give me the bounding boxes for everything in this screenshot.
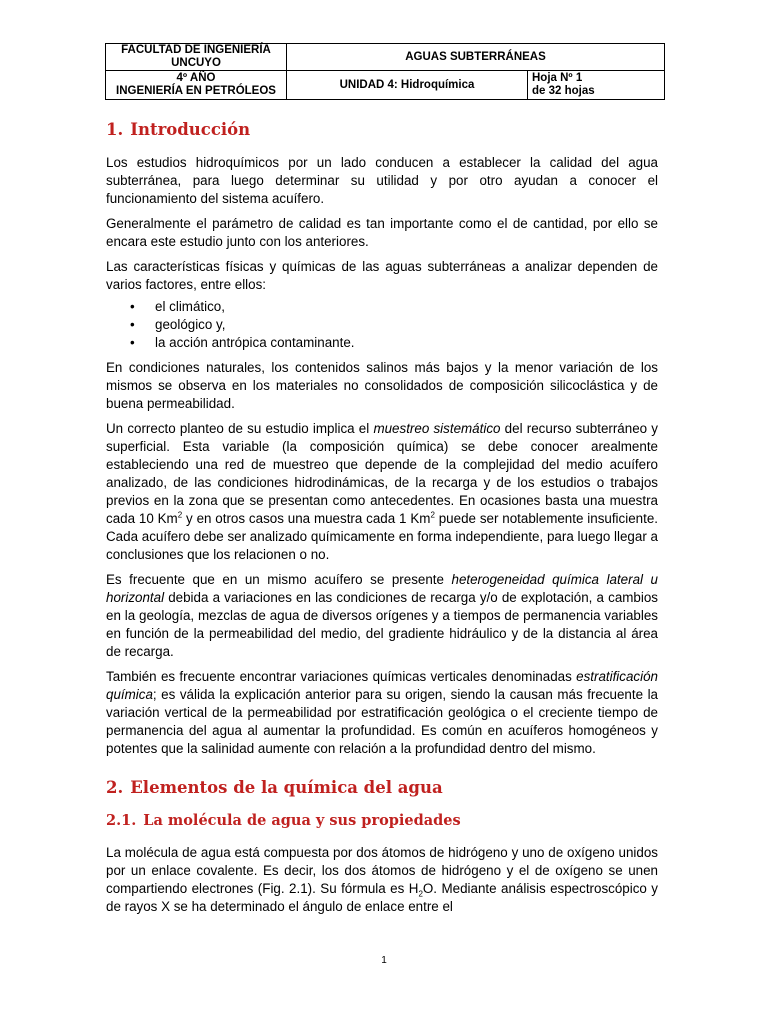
bullet-glyph: •	[130, 299, 135, 314]
section-heading-elementos	[106, 776, 658, 800]
text-run: Es frecuente que en un mismo acuífero se presente	[106, 572, 452, 587]
subsection-number: 2.1.	[106, 812, 137, 829]
paragraph: Las características físicas y químicas de las aguas subterráneas a analizar dependen de varios factores, entre ellos:	[106, 259, 658, 292]
factor-list	[106, 298, 658, 352]
text-run: La molécula de agua está compuesta por dos átomos de hidrógeno y uno de oxígeno unidos por un enlace covalente. Es decir, los dos átomos de hidrógeno y el de oxígeno se unen compartiendo electrones (Fig. 2.1). Su fórmula es H	[106, 845, 658, 896]
list-item-text: el climático,	[155, 299, 225, 314]
section-number: 1.	[106, 120, 124, 139]
unit-cell: UNIDAD 4: Hidroquímica	[287, 71, 528, 100]
list-item-text: geológico y,	[155, 317, 226, 332]
text-run: debida a variaciones en las condiciones de recarga y/o de explotación, a cambios en la geología, mezclas de agua de diversos orígenes y a tiempos de permanencia variables en función de la permeabilidad del medio, del gradiente hidráulico y de la distancia al área de recarga.	[106, 590, 658, 659]
list-item	[106, 334, 658, 352]
text-run: ; es válida la explicación anterior para su origen, siendo la causan más frecuente la variación vertical de la permeabilidad por estratificación geológica o el creciente tiempo de permanencia del agua al aumentar la profundidad. Es común en acuíferos homogéneos y potentes que la salinidad aumente con relación a la profundidad dentro del mismo.	[106, 687, 658, 756]
sheet-number: Hoja Nº 1	[532, 72, 583, 84]
text-run: y en otros casos una muestra cada 1 Km	[182, 511, 431, 526]
paragraph	[106, 571, 658, 661]
document-body	[106, 118, 658, 916]
faculty-cell	[106, 44, 287, 71]
paragraph	[106, 844, 658, 916]
section-number: 2.	[106, 778, 124, 797]
superscript: 2	[177, 510, 183, 520]
course-cell: AGUAS SUBTERRÁNEAS	[287, 44, 665, 71]
text-run: O. Mediante análisis espectroscópico y de rayos X se ha determinado el ángulo de enlace entre el	[106, 881, 658, 914]
sheet-total: de 32 hojas	[532, 85, 595, 97]
year-cell	[106, 71, 287, 100]
text-run: También es frecuente encontrar variaciones químicas verticales denominadas	[106, 669, 577, 684]
section-title: Introducción	[130, 120, 251, 139]
list-item-text: la acción antrópica contaminante.	[155, 335, 355, 350]
paragraph: Generalmente el parámetro de calidad es tan importante como el de cantidad, por ello se encara este estudio junto con los anteriores.	[106, 216, 658, 249]
paragraph	[106, 668, 658, 758]
subsection-heading-molecula	[106, 810, 658, 832]
faculty-name: FACULTAD DE INGENIERÍA	[121, 44, 271, 56]
section-heading-introduccion	[106, 118, 658, 142]
paragraph: En condiciones naturales, los contenidos salinos más bajos y la menor variación de los mismos se observa en los materiales no consolidados de composición silicoclástica y de buena permeabilidad.	[106, 360, 658, 411]
paragraph: Los estudios hidroquímicos por un lado conducen a establecer la calidad del agua subterránea, para luego determinar su utilidad y por otro ayudan a conocer el funcionamiento del sistema acuífero.	[106, 155, 658, 206]
university-name: UNCUYO	[171, 57, 221, 69]
program-label: INGENIERÍA EN PETRÓLEOS	[116, 85, 276, 97]
year-label: 4º AÑO	[176, 72, 216, 84]
subscript: 2	[418, 889, 423, 899]
bullet-glyph: •	[130, 317, 135, 332]
subsection-title: La molécula de agua y sus propiedades	[143, 812, 461, 829]
superscript: 2	[430, 510, 435, 520]
emphasis-text: heterogeneidad química lateral u horizontal	[106, 572, 658, 605]
emphasis-text: muestreo sistemático	[373, 421, 501, 436]
emphasis-text: estratificación química	[106, 669, 658, 702]
bullet-glyph: •	[130, 335, 135, 350]
section-title: Elementos de la química del agua	[130, 778, 443, 797]
page-number: 1	[381, 955, 387, 966]
list-item	[106, 316, 658, 334]
text-run: puede ser notablemente insuficiente. Cada acuífero debe ser analizado químicamente en forma independiente, para luego llegar a conclusiones que los relacionen o no.	[106, 511, 658, 562]
header-table	[105, 43, 665, 100]
list-item	[106, 298, 658, 316]
sheet-cell	[528, 71, 665, 100]
text-run: del recurso subterráneo y superficial. Esta variable (la composición química) se debe conocer arealmente estableciendo una red de muestreo que depende de la complejidad del medio acuífero analizado, de las condiciones hidrodinámicas, de la recarga y de los estudios o trabajos previos en la zona que se presentan como antecedentes. En ocasiones basta una muestra cada 10 Km	[106, 421, 659, 526]
paragraph	[106, 420, 658, 564]
text-run: Un correcto planteo de su estudio implica el	[106, 421, 374, 436]
